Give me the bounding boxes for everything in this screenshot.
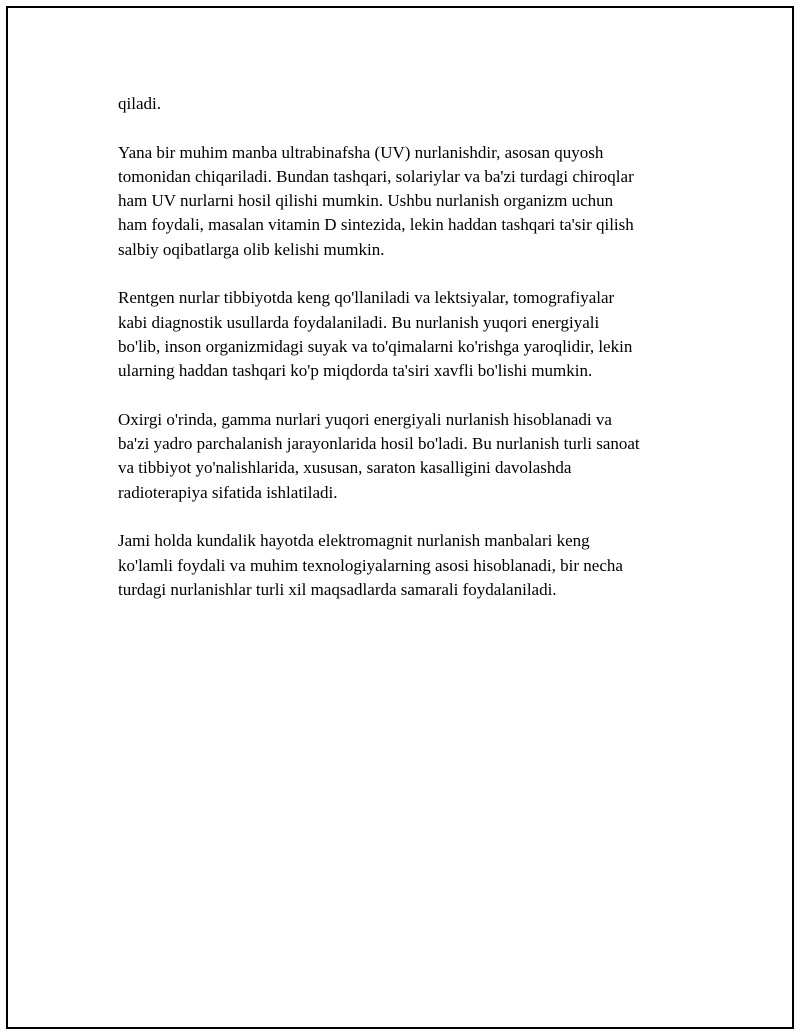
text-line: bo'lib, inson organizmidagi suyak va to'qimalarni ko'rishga yaroqlidir, lekin xyxy=(118,336,633,356)
document-page xyxy=(6,6,794,1029)
text-line: ba'zi yadro parchalanish jarayonlarida hosil bo'ladi. Bu nurlanish turli sanoat xyxy=(118,434,640,454)
text-line: Yana bir muhim manba ultrabinafsha (UV) nurlanishdir, asosan quyosh xyxy=(118,142,604,162)
text-line: va tibbiyot yo'nalishlarida, xususan, saraton kasalligini davolashda xyxy=(118,458,572,478)
text-line: Oxirgi o'rinda, gamma nurlari yuqori energiyali nurlanish hisoblanadi va xyxy=(118,409,612,429)
paragraph-ultraviolet xyxy=(118,141,698,262)
text-line: Rentgen nurlar tibbiyotda keng qo'llaniladi va lektsiyalar, tomografiyalar xyxy=(118,288,615,308)
text-line: ko'lamli foydali va muhim texnologiyalarning asosi hisoblanadi, bir necha xyxy=(118,555,623,575)
text-line: tomonidan chiqariladi. Bundan tashqari, solariylar va ba'zi turdagi chiroqlar xyxy=(118,166,634,186)
text-line: ham foydali, masalan vitamin D sintezida, lekin haddan tashqari ta'sir qilish xyxy=(118,215,634,235)
text-line: Jami holda kundalik hayotda elektromagnit nurlanish manbalari keng xyxy=(118,531,590,551)
document-body xyxy=(118,92,698,627)
text-line: ularning haddan tashqari ko'p miqdorda ta'siri xavfli bo'lishi mumkin. xyxy=(118,361,593,381)
paragraph-gamma xyxy=(118,408,698,505)
text-line: ham UV nurlarni hosil qilishi mumkin. Ushbu nurlanish organizm uchun xyxy=(118,191,614,211)
text-line: qiladi. xyxy=(118,94,161,113)
text-line: salbiy oqibatlarga olib kelishi mumkin. xyxy=(118,239,385,259)
text-line: turdagi nurlanishlar turli xil maqsadlarda samarali foydalaniladi. xyxy=(118,579,557,599)
paragraph-continuation xyxy=(118,92,698,116)
paragraph-conclusion xyxy=(118,529,698,602)
text-line: radioterapiya sifatida ishlatiladi. xyxy=(118,482,338,502)
text-line: kabi diagnostik usullarda foydalaniladi. Bu nurlanish yuqori energiyali xyxy=(118,312,600,332)
paragraph-xray xyxy=(118,286,698,383)
